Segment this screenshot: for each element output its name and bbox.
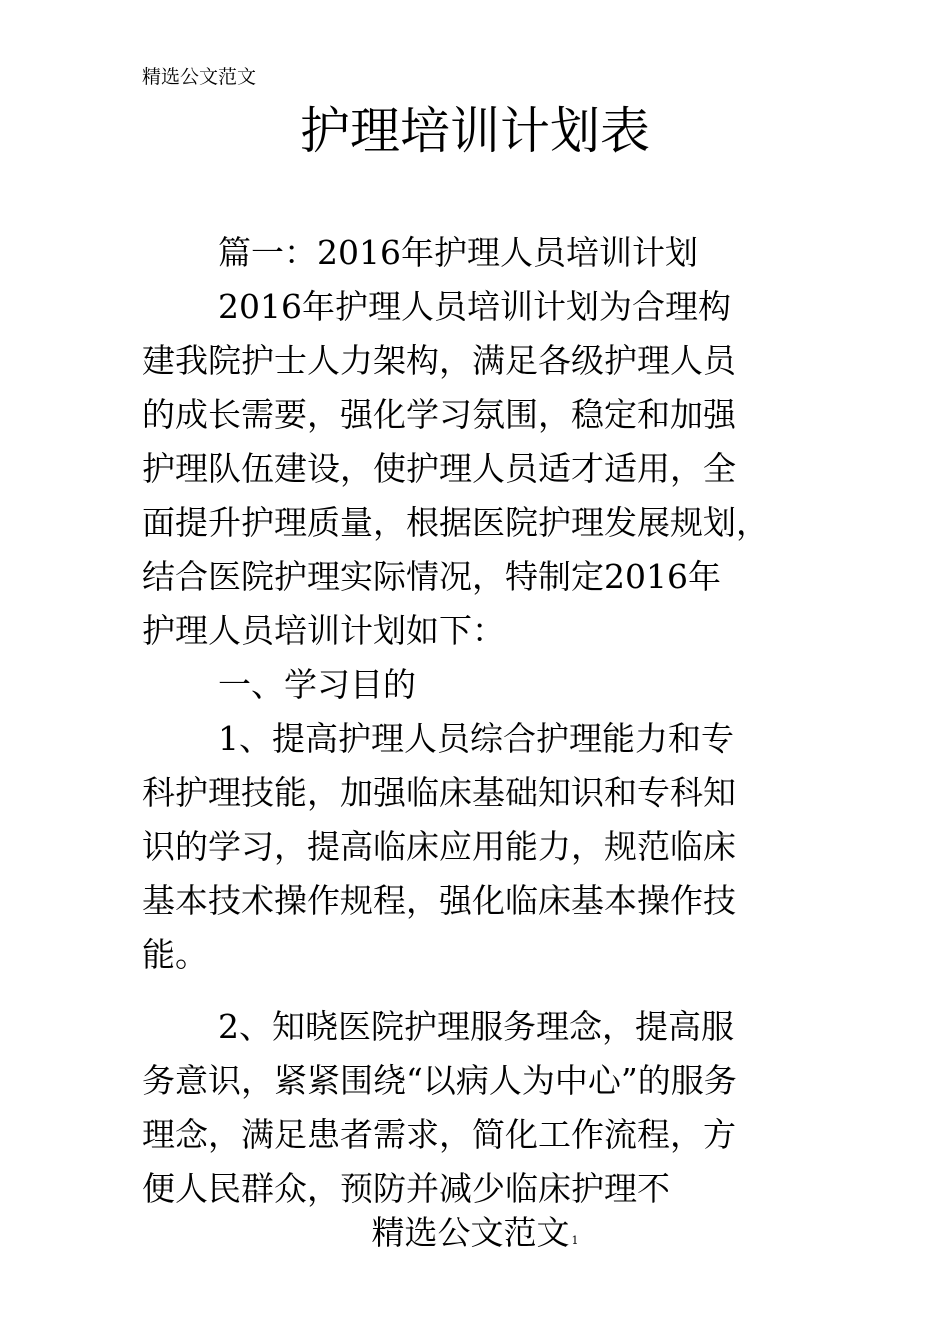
- paragraph-line: 能。: [142, 935, 208, 974]
- page-footer: [0, 1210, 950, 1264]
- section-heading: 篇一：2016年护理人员培训计划: [218, 233, 698, 272]
- paragraph-line: 2、知晓医院护理服务理念，提高服: [218, 1007, 734, 1046]
- paragraph-line: 便人民群众，预防并减少临床护理不: [142, 1169, 670, 1208]
- paragraph-line: 的成长需要，强化学习氛围，稳定和加强: [142, 395, 736, 434]
- paragraph-line: 基本技术操作规程，强化临床基本操作技: [142, 881, 736, 920]
- page-header: 精选公文范文: [142, 66, 257, 88]
- paragraph-line: 科护理技能，加强临床基础知识和专科知: [142, 773, 736, 812]
- paragraph-line: 2016年护理人员培训计划为合理构: [218, 287, 731, 326]
- paragraph-line: 1、提高护理人员综合护理能力和专: [218, 719, 734, 758]
- paragraph-line: 护理队伍建设，使护理人员适才适用，全: [142, 449, 736, 488]
- page-number: 1: [571, 1234, 579, 1247]
- subsection-heading: 一、学习目的: [218, 665, 416, 704]
- document-body: [142, 226, 862, 1216]
- paragraph-line: 理念，满足患者需求，简化工作流程，方: [142, 1115, 736, 1154]
- document-title: 护理培训计划表: [300, 102, 650, 160]
- paragraph-line: 务意识，紧紧围绕“以病人为中心”的服务: [142, 1061, 737, 1100]
- paragraph-line: 护理人员培训计划如下：: [142, 611, 505, 650]
- footer-text: 精选公文范文: [371, 1213, 570, 1252]
- paragraph-line: 建我院护士人力架构，满足各级护理人员: [142, 341, 736, 380]
- paragraph-line: 识的学习，提高临床应用能力，规范临床: [142, 827, 736, 866]
- paragraph-line: 面提升护理质量，根据医院护理发展规划，: [142, 503, 769, 542]
- paragraph-line: 结合医院护理实际情况，特制定2016年: [142, 557, 721, 596]
